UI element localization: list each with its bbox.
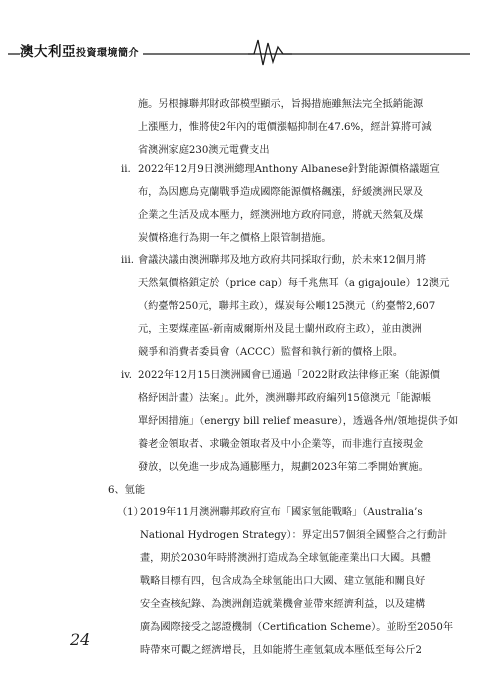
body-line: 會議決議由澳洲聯邦及地方政府共同採取行動，於未來12個月將 [138,255,427,266]
body-line: 畫，期於2030年時將澳洲打造成為全球氫能產業出口大國。具體 [140,553,431,564]
body-line: 上漲壓力，惟將使2年內的電價漲幅抑制在47.6%，經計算將可減 [138,122,432,133]
body-line: 元，主要煤產區-新南威爾斯州及昆士蘭州政府主政），並由澳洲 [138,324,422,335]
body-line: 省澳洲家庭230澳元電費支出 [138,145,270,156]
body-line: National Hydrogen Strategy）：界定出57個須全國整合之行動計 [140,530,448,541]
page-number: 24 [70,630,91,649]
paragraph-marker: （1） [117,507,144,518]
header-title-sub: 投資環境簡介 [76,48,139,59]
body-line: 時帶來可觀之經濟增長，且如能將生產氫氣成本壓低至每公斤2 [140,645,422,656]
body-line: 戰略目標有四，包含成為全球氫能出口大國、建立氫能和關良好 [140,576,426,587]
body-line: （約臺幣250元，聯邦主政），煤炭每公噸125澳元（約臺幣2,607 [138,301,436,312]
body-line: 2022年12月9日澳洲總理Anthony Albanese針對能源價格議題宣 [138,164,440,175]
body-line: 格紓困計畫）法案」。此外，澳洲聯邦政府編列15億澳元「能源帳 [138,393,432,404]
body-line: 競爭和消費者委員會（ACCC）監督和執行新的價格上限。 [138,347,404,358]
section-heading [108,479,145,502]
body-line: 施。另根據聯邦財政部模型顯示，旨揭措施雖無法完全抵銷能源 [138,99,424,110]
body-line: 安全查核紀錄、為澳洲創造就業機會並帶來經濟利益，以及建構 [140,599,426,610]
list-marker: iii. [121,255,135,266]
list-marker: ii. [121,164,131,175]
body-line: 2022年12月15日澳洲國會已通過「2022財政法律修正案（能源價 [138,370,440,381]
body-line: 廣為國際接受之認證機制（Certification Scheme）。並盼至2050年 [140,622,454,633]
body-line: 企業之生活及成本壓力，經澳洲地方政府同意，將就天然氣及煤 [138,210,424,221]
body-line: 單紓困措施」（energy bill relief measure），透過各州/領地提供予如 [138,416,459,427]
body-line: 布，為因應烏克蘭戰爭造成國際能源價格飆漲，紓緩澳洲民眾及 [138,187,424,198]
section-number: 6、 [108,485,125,496]
body-line: 發放，以免進一步成為通膨壓力，規劃2023年第二季開始實施。 [138,462,429,473]
body-line: 天然氣價格鎖定於（price cap）每千兆焦耳（a gigajoule）12澳元 [138,278,450,289]
list-marker: iv. [121,370,133,381]
body-line: 炭價格進行為期一年之價格上限管制措施。 [138,233,332,244]
section-title: 氫能 [124,485,146,496]
body-line: 2019年11月澳洲聯邦政府宣布「國家氫能戰略」（Australia’s [140,507,423,518]
body-line: 養老金領取者、求職金領取者及中小企業等，而非進行直接現金 [138,439,424,450]
header-title-main: 澳大利亞 [20,44,76,60]
